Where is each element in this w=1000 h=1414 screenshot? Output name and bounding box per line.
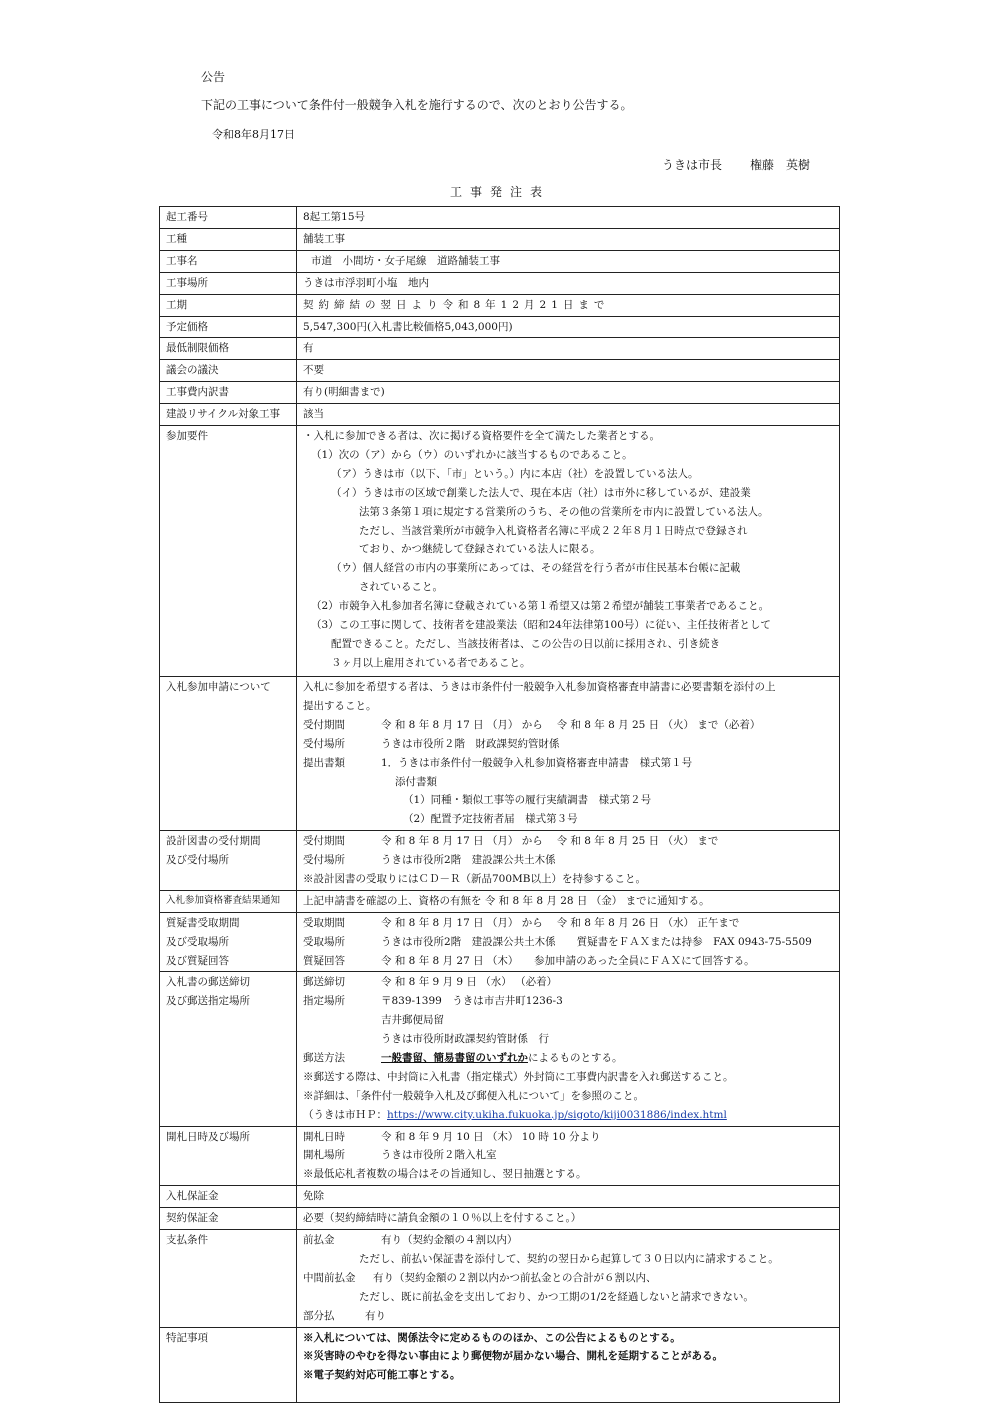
mail-destination-line: うきは市役所財政課契約管財係 行 — [381, 1033, 549, 1046]
req-line: （1）次の（ア）から（ウ）のいずれかに該当するものであること。 — [311, 448, 633, 461]
table-row — [160, 316, 840, 338]
apply-line: 提出すること。 — [303, 699, 377, 712]
notice-label: 公告 — [201, 70, 226, 84]
order-table — [159, 206, 840, 1403]
special-line: ※入札については、関係法令に定めるもののほか、この公告によるものとする。 — [303, 1331, 681, 1344]
req-line: ただし、当該営業所が市競争入札資格者名簿に平成２２年８月１日時点で登録され — [359, 524, 748, 537]
row-key: 開札日時及び場所 — [160, 1126, 297, 1186]
row-key: 支払条件 — [160, 1230, 297, 1327]
req-line: ３ヶ月以上雇用されている者であること。 — [331, 656, 531, 669]
design-period: 受付期間 令 和 8 年 8 月 17 日 （月） から 令 和 8 年 8 月 25 日 （火） まで — [303, 835, 719, 848]
row-key: 議会の議決 — [160, 360, 297, 382]
qa-place: 受取場所 うきは市役所2階 建設課公共土木係 質疑書をＦＡＸまたは持参 FAX 0943-75-5509 — [303, 935, 812, 948]
special-cell — [297, 1327, 840, 1402]
city-website-link[interactable]: https://www.city.ukiha.fukuoka.jp/sigoto/kiji0031886/index.html — [387, 1108, 727, 1121]
pay-interim: 中間前払金 有り（契約金額の２割以内かつ前払金との合計が６割以内、 — [303, 1271, 657, 1284]
row-value — [297, 250, 840, 272]
table-row — [160, 250, 840, 272]
mail-destination-line: 吉井郵便局留 — [381, 1014, 444, 1027]
table-row — [160, 1126, 840, 1186]
open-place: 開札場所 うきは市役所２階入札室 — [303, 1149, 497, 1162]
row-value: 上記申請書を確認の上、資格の有無を 令 和 8 年 8 月 28 日 （金） までに通知する。 — [297, 890, 840, 912]
row-value: 5,547,300円(入札書比較価格5,043,000円) — [297, 316, 840, 338]
table-row — [160, 890, 840, 912]
pay-advance-note: ただし、前払い保証書を添付して、契約の翌日から起算して３０日以内に請求すること。 — [359, 1252, 779, 1265]
row-value: 該当 — [297, 404, 840, 426]
issuer-name: 権藤 英樹 — [749, 158, 810, 172]
row-key: 工事名 — [160, 250, 297, 272]
pay-interim-note: ただし、既に前払金を支出しており、かつ工期の1/2を経過しないと請求できない。 — [359, 1290, 754, 1303]
apply-cell — [297, 677, 840, 831]
row-key: 入札書の郵送締切 及び郵送指定場所 — [160, 972, 297, 1126]
table-row — [160, 1327, 840, 1402]
row-key: 工種 — [160, 228, 297, 250]
design-note: ※設計図書の受取りにはＣＤ－Ｒ（新品700MB以上）を持参すること。 — [303, 872, 647, 885]
notice-intro: 下記の工事について条件付一般競争入札を施行するので、次のとおり公告する。 — [201, 98, 633, 112]
table-row — [160, 426, 840, 677]
req-line: （イ）うきは市の区域で創業した法人で、現在本店（社）は市外に移しているが、建設業 — [331, 486, 751, 499]
row-key: 工事費内訳書 — [160, 382, 297, 404]
row-key: 工期 — [160, 294, 297, 316]
row-key: 建設リサイクル対象工事 — [160, 404, 297, 426]
row-key: 契約保証金 — [160, 1208, 297, 1230]
open-time: 開札日時 令 和 8 年 9 月 10 日 （木） 10 時 10 分より — [303, 1130, 601, 1143]
req-line: ・入札に参加できる者は、次に掲げる資格要件を全て満たした業者とする。 — [303, 430, 660, 443]
row-value: 8起工第15号 — [297, 207, 840, 229]
design-cell — [297, 831, 840, 891]
req-line: （ア）うきは市（以下、「市」という。）内に本店（社）を設置している法人。 — [331, 467, 699, 480]
req-line: （3）この工事に関して、技術者を建設業法（昭和24年法律第100号）に従い、主任技術者として — [311, 618, 771, 631]
requirements-cell — [297, 426, 840, 677]
table-row — [160, 972, 840, 1126]
table-row — [160, 207, 840, 229]
table-row — [160, 272, 840, 294]
row-key: 設計図書の受付期間 及び受付場所 — [160, 831, 297, 891]
apply-period: 受付期間 令 和 8 年 8 月 17 日 （月） から 令 和 8 年 8 月 25 日 （火） まで（必着） — [303, 718, 761, 731]
table-row — [160, 1230, 840, 1327]
row-value: 舗装工事 — [297, 228, 840, 250]
table-row — [160, 294, 840, 316]
row-value: 不要 — [297, 360, 840, 382]
req-line: 配置できること。ただし、当該技術者は、この公告の日以前に採用され、引き続き — [331, 637, 721, 650]
apply-doc-line: （2）配置予定技術者届 様式第３号 — [403, 813, 578, 826]
req-line: （ウ）個人経営の市内の事業所にあっては、その経営を行う者が市住民基本台帳に記載 — [331, 562, 741, 575]
pay-cell — [297, 1230, 840, 1327]
row-value: うきは市浮羽町小塩 地内 — [297, 272, 840, 294]
table-row — [160, 382, 840, 404]
notice-date: 令和8年8月17日 — [212, 128, 295, 141]
apply-place: 受付場所 うきは市役所２階 財政課契約管財係 — [303, 737, 560, 750]
row-key: 最低制限価格 — [160, 338, 297, 360]
row-value: 免除 — [297, 1186, 840, 1208]
apply-line: 入札に参加を希望する者は、うきは市条件付一般競争入札参加資格審査申請書に必要書類を添付の上 — [303, 681, 776, 694]
special-line: ※電子契約対応可能工事とする。 — [303, 1369, 461, 1382]
row-key: 質疑書受取期間 及び受取場所 及び質疑回答 — [160, 912, 297, 972]
apply-doc-line: （1）同種・類似工事等の履行実績調書 様式第２号 — [403, 794, 652, 807]
qa-cell — [297, 912, 840, 972]
table-row — [160, 404, 840, 426]
issuer-title: うきは市長 — [661, 158, 722, 172]
row-key: 参加要件 — [160, 426, 297, 677]
mail-note: ※郵送する際は、中封筒に入札書（指定様式）外封筒に工事費内訳書を入れ郵送すること。 — [303, 1070, 734, 1083]
row-key: 予定価格 — [160, 316, 297, 338]
project-name: 市道 小間坊・女子尾線 道路舗装工事 — [311, 254, 500, 267]
table-row — [160, 677, 840, 831]
issuer — [662, 156, 810, 173]
table-row — [160, 338, 840, 360]
special-line: ※災害時のやむを得ない事由により郵便物が届かない場合、開札を延期することがある。 — [303, 1350, 723, 1363]
table-row — [160, 1208, 840, 1230]
mail-destination: 指定場所 〒839-1399 うきは市吉井町1236-3 — [303, 995, 563, 1008]
row-key: 特記事項 — [160, 1327, 297, 1402]
open-note: ※最低応札者複数の場合はその旨通知し、翌日抽選とする。 — [303, 1168, 587, 1181]
pay-partial: 部分払 有り — [303, 1309, 386, 1322]
mail-url-line: （うきは市ＨＰ：https://www.city.ukiha.fukuoka.jp/sigoto/kiji0031886/index.html — [303, 1108, 727, 1121]
row-value: 契約締結の翌日より令和8年12月21日まで — [297, 294, 840, 316]
mail-note: ※詳細は、「条件付一般競争入札及び郵便入札について」を参照のこと。 — [303, 1089, 645, 1102]
table-row — [160, 1186, 840, 1208]
open-cell — [297, 1126, 840, 1186]
table-row — [160, 912, 840, 972]
design-place: 受付場所 うきは市役所2階 建設課公共土木係 — [303, 854, 556, 867]
table-row — [160, 360, 840, 382]
table-title: 工事発注表 — [449, 185, 550, 199]
req-line: ており、かつ継続して登録されている法人に限る。 — [359, 543, 601, 556]
row-value: 必要（契約締結時に請負金額の１０％以上を付すること。） — [297, 1208, 840, 1230]
row-value: 有り(明細書まで) — [297, 382, 840, 404]
row-key: 工事場所 — [160, 272, 297, 294]
table-row — [160, 228, 840, 250]
mail-cell — [297, 972, 840, 1126]
table-row — [160, 831, 840, 891]
req-line: されていること。 — [359, 581, 443, 594]
req-line: 法第３条第１項に規定する営業所のうち、その他の営業所を市内に設置している法人。 — [359, 505, 769, 518]
row-key: 入札参加資格審査結果通知 — [160, 890, 297, 912]
mail-deadline: 郵送締切 令 和 8 年 9 月 9 日 （水） （必着） — [303, 976, 558, 989]
apply-docs: 提出書類 1．うきは市条件付一般競争入札参加資格審査申請書 様式第１号 — [303, 756, 693, 769]
qa-period: 受取期間 令 和 8 年 8 月 17 日 （月） から 令 和 8 年 8 月 26 日 （水） 正午まで — [303, 916, 740, 929]
row-key: 入札参加申請について — [160, 677, 297, 831]
pay-advance: 前払金 有り（契約金額の４割以内） — [303, 1234, 518, 1247]
mail-method: 郵送方法 一般書留、簡易書留のいずれかによるものとする。 — [303, 1052, 623, 1064]
req-line: （2）市競争入札参加者名簿に登載されている第１希望又は第２希望が舗装工事業者であること。 — [311, 600, 770, 613]
qa-answer: 質疑回答 令 和 8 年 8 月 27 日 （木） 参加申請のあった全員にＦＡＸにて回答する。 — [303, 954, 755, 967]
row-value: 有 — [297, 338, 840, 360]
row-key: 入札保証金 — [160, 1186, 297, 1208]
apply-doc-line: 添付書類 — [395, 775, 437, 788]
row-key: 起工番号 — [160, 207, 297, 229]
